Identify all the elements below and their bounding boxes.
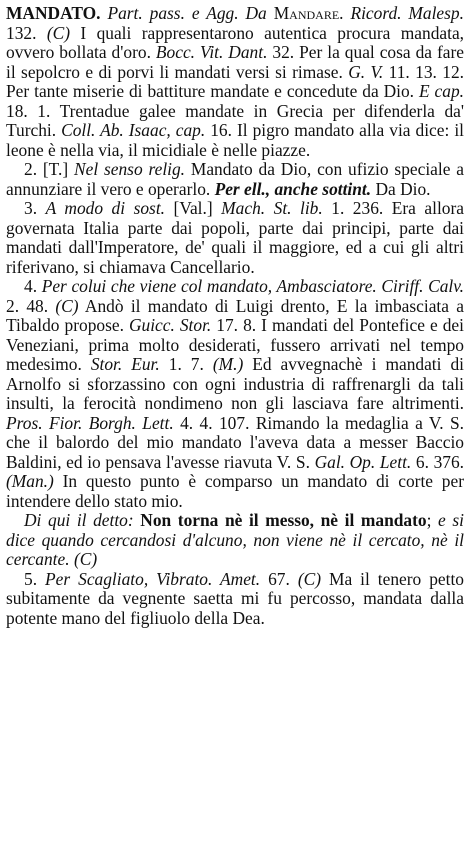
entry-sense-3: 3. A modo di sost. [Val.] Mach. St. lib. 1. 236. Era allora governata Italia parte dai popoli, parte dai principi, parte dai mandati dall'Imperatore, de' quali il maggiore, ed a cui gli altri riferivano, si chiamava Cancellario. [6,198,464,277]
citation: Pros. Fior. Borgh. Lett. [6,412,174,433]
citation: Mach. St. lib. [221,198,323,218]
cross-reference: Mandare [273,3,340,23]
citation: Ricord. Malesp. [350,3,464,23]
citation: G. V. [348,61,384,82]
citation: Gal. Op. Lett. [314,451,412,472]
citation: Coll. Ab. Isaac, cap. [61,120,206,140]
saying: Non torna nè il messo, nè il mandato [140,510,427,530]
citation: Stor. Eur. [90,354,160,374]
citation: E cap. [418,81,465,101]
entry-saying: Di qui il detto: Non torna nè il messo, nè il mandato; e si dice quando cercandosi d'alcuno, non viene nè il cercato, nè il cercante. (C) [6,510,464,569]
citation: Guicc. Stor. [128,315,212,335]
citation: Bocc. Vit. Dant. [155,42,268,62]
entry-sense-1: MANDATO. Part. pass. e Agg. Da Mandare. Ricord. Malesp. 132. (C) I quali rappresentarono autentica procura mandata, ovvero bollata d'oro. Bocc. Vit. Dant. 32. Per la qual cosa da fare il sepolcro e di porvi li mandati versi si rimase. G. V. 11. 13. 12. Per tante miserie di battiture mandate e concedute da Dio. E cap. 18. 1. Trentadue galee mandate in Grecia per difenderla da' Turchi. Coll. Ab. Isaac, cap. 16. Il pigro mandato alla via dice: il leone è nella via, il micidiale è nelle piazze. [6,3,465,160]
headword: MANDATO [6,3,97,23]
entry-sense-4: 4. Per colui che viene col mandato, Ambasciatore. Ciriff. Calv. 2. 48. (C) Andò il mandato di Luigi drento, E la imbasciata a Tibaldo propose. Guicc. Stor. 17. 8. I mandati del Pontefice e dei Veneziani, prima molto desiderati, fussero arrivati nel tempo medesimo. Stor. Eur. 1. 7. (M.) Ed avvegnachè i mandati di Arnolfo si sforzassino con ogni industria di raffrenargli da tali insulti, la ferocità nondimeno non gli lasciava fare altrimenti. Pros. Fior. Borgh. Lett. 4. 4. 107. Rimando la medaglia a V. S. che il balordo del mio mandato l'aveva data a messer Baccio Baldini, ed io pensava l'avesse riavuta V. S. Gal. Op. Lett. 6. 376. (Man.) In questo punto è comparso un mandato di corte per intendere dello stato mio. [6,276,465,511]
entry-sense-2: 2. [T.] Nel senso relig. Mandato da Dio, con ufizio speciale a annunziare il vero e operarlo. Per ell., anche sottint. Da Dio. [6,159,464,199]
entry-sense-5: 5. Per Scagliato, Vibrato. Amet. 67. (C) Ma il tenero petto subitamente da vegnente saetta mi fu percosso, mandata dalla potente mano del figliuolo della Dea. [6,568,465,628]
